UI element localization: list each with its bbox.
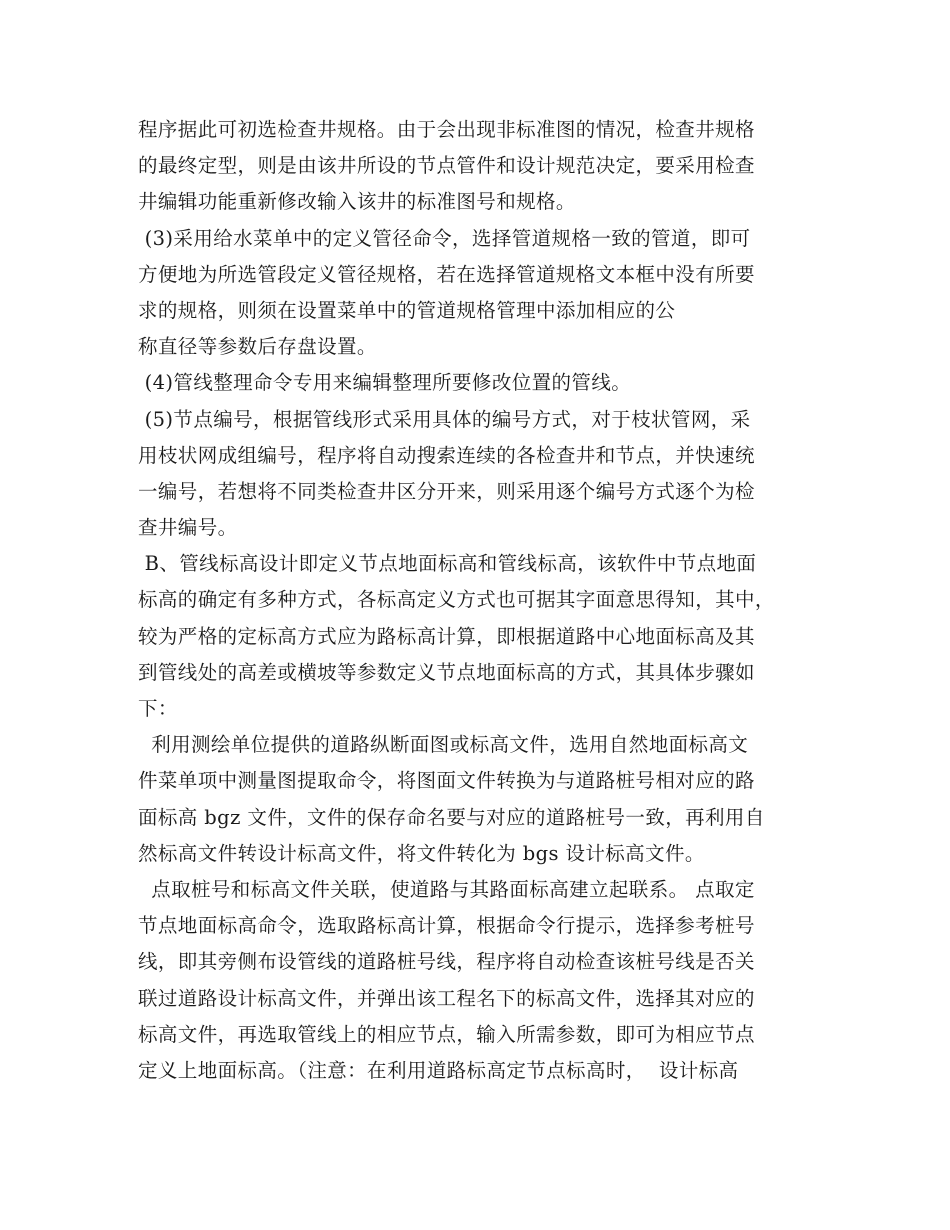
text-line: 联过道路设计标高文件，并弹出该工程名下的标高文件，选择其对应的 [138, 986, 755, 1010]
text-line: 标高的确定有多种方式，各标高定义方式也可据其字面意思得知，其中， [138, 588, 775, 612]
text-line: 点取桩号和标高文件关联，使道路与其路面标高建立起联系。 点取定 [138, 877, 755, 901]
text-line: (4)管线整理命令专用来编辑整理所要修改位置的管线。 [138, 371, 632, 395]
text-line: 节点地面标高命令，选取路标高计算，根据命令行提示，选择参考桩号 [138, 914, 755, 938]
text-line: 的最终定型，则是由该井所设的节点管件和设计规范决定，要采用检查 [138, 154, 755, 178]
text-line: 定义上地面标高。（注意：在利用道路标高定节点标高时， 设计标高 [138, 1058, 739, 1082]
text-line: 求的规格，则须在设置菜单中的管道规格管理中添加相应的公 [138, 298, 676, 322]
text-line: 线，即其旁侧布设管线的道路桩号线，程序将自动检查该桩号线是否关 [138, 950, 755, 974]
text-line: 井编辑功能重新修改输入该井的标准图号和规格。 [138, 190, 576, 214]
text-line: 较为严格的定标高方式应为路标高计算，即根据道路中心地面标高及其 [138, 624, 755, 648]
text-line: (3)采用给水菜单中的定义管径命令，选择管道规格一致的管道，即可 [138, 226, 751, 250]
text-line: 然标高文件转设计标高文件，将文件转化为 bgs 设计标高文件。 [138, 841, 705, 865]
text-line: 查井编号。 [138, 516, 238, 540]
text-line: 到管线处的高差或横坡等参数定义节点地面标高的方式，其具体步骤如 [138, 660, 755, 684]
text-line: 一编号，若想将不同类检查井区分开来，则采用逐个编号方式逐个为检 [138, 479, 755, 503]
text-line: 件菜单项中测量图提取命令，将图面文件转换为与道路桩号相对应的路 [138, 769, 755, 793]
text-line: 用枝状网成组编号，程序将自动搜索连续的各检查井和节点，并快速统 [138, 443, 755, 467]
text-line: 利用测绘单位提供的道路纵断面图或标高文件，选用自然地面标高文 [138, 733, 749, 757]
text-line: 方便地为所选管段定义管径规格，若在选择管道规格文本框中没有所要 [138, 262, 755, 286]
text-line: 下： [138, 697, 178, 720]
text-line: (5)节点编号，根据管线形式采用具体的编号方式，对于枝状管网，采 [138, 407, 751, 431]
document-body [138, 112, 828, 1089]
text-line: 程序据此可初选检查井规格。由于会出现非标准图的情况，检查井规格 [138, 118, 755, 141]
text-line: 面标高 bgz 文件，文件的保存命名要与对应的道路桩号一致，再利用自 [138, 805, 765, 829]
text-line: 称直径等参数后存盘设置。 [138, 335, 377, 359]
text-line: 标高文件，再选取管线上的相应节点，输入所需参数，即可为相应节点 [138, 1022, 755, 1046]
text-line: B、管线标高设计即定义节点地面标高和管线标高，该软件中节点地面 [138, 552, 757, 576]
